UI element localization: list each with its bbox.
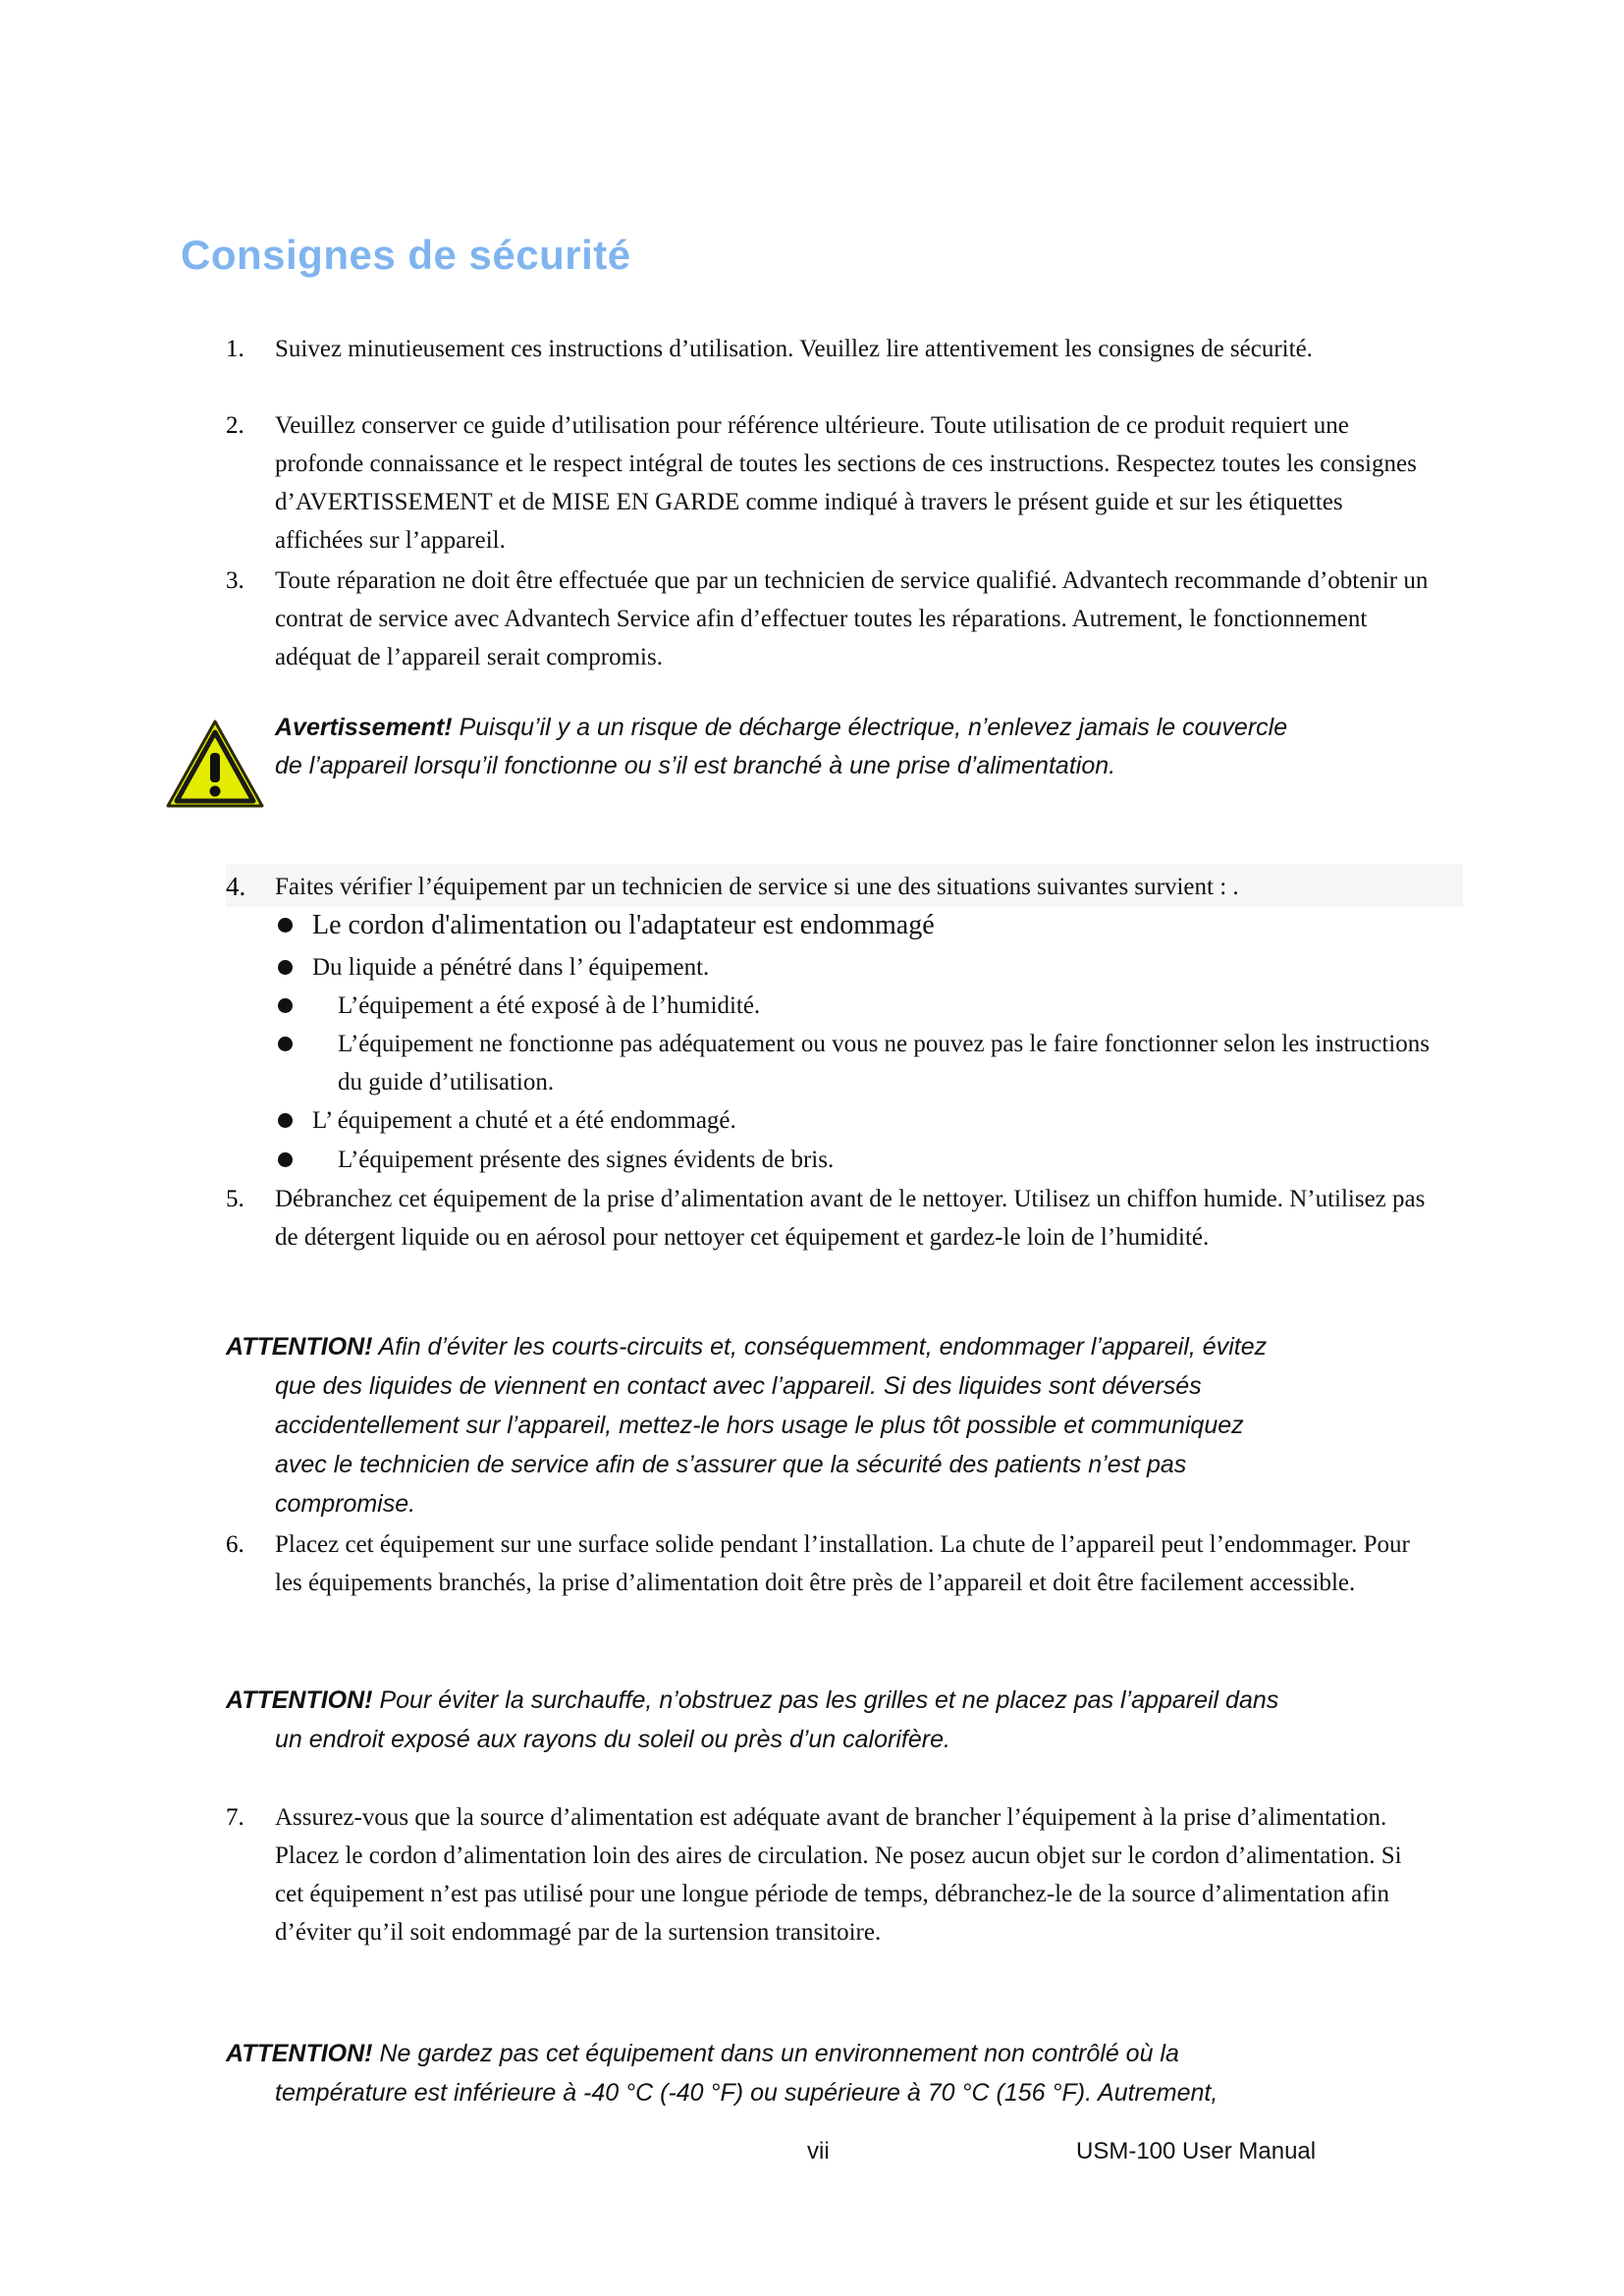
attention-line: accidentellement sur l’appareil, mettez-le hors usage le plus tôt possible et communiquez [275,1412,1244,1439]
attention-line: un endroit exposé aux rayons du soleil ou près d’un calorifère. [275,1726,950,1753]
item-text: Toute réparation ne doit être effectuée que par un technicien de service qualifié. Advantech recommande d’obtenir un contrat de service avec Advantech Service afin d’effectuer toutes les réparations. Autrement, le fonctionnement adéquat de l’appareil serait compromis. [275,567,1429,670]
attention-line: température est inférieure à -40 °C (-40 °F) ou supérieure à 70 °C (156 °F). Autrement, [275,2079,1218,2107]
item-number: 4. [226,872,246,901]
bullet-text: L’équipement ne fonctionne pas adéquatement ou vous ne pouvez pas le faire fonctionner selon les instructions du guide d’utilisation. [338,1031,1430,1095]
warning-lead: Avertissement! [275,714,453,741]
attention-block-3 [226,2034,1463,2112]
item-number: 5. [226,1186,244,1212]
bullet-dot [278,1037,293,1051]
warning-line-1: Puisqu’il y a un risque de décharge électrique, n’enlevez jamais le couvercle [452,714,1288,741]
warning-text [275,709,1463,785]
warning-block [165,709,1461,807]
attention-block-1 [226,1327,1463,1523]
footer-page-number: vii [807,2138,830,2164]
bullet-text: Le cordon d'alimentation ou l'adaptateur est endommagé [312,910,935,940]
item-number: 1. [226,336,244,362]
bullet-dot [278,960,293,975]
warning-line-2: de l’appareil lorsqu’il fonctionne ou s’il est branché à une prise d’alimentation. [275,752,1116,779]
item-text: Débranchez cet équipement de la prise d’alimentation avant de le nettoyer. Utilisez un chiffon humide. N’utilisez pas de détergent liquide ou en aérosol pour nettoyer cet équipement et gardez-le loin de l’humidité. [275,1186,1426,1251]
bullet-text: L’équipement présente des signes évidents de bris. [338,1147,835,1173]
item-text: Placez cet équipement sur une surface solide pendant l’installation. La chute de l’appareil peut l’endommager. Pour les équipements branchés, la prise d’alimentation doit être près de l’appareil et doit être facilement accessible. [275,1531,1410,1596]
attention-line-1: Pour éviter la surchauffe, n’obstruez pas les grilles et ne placez pas l’appareil dans [372,1686,1279,1714]
attention-block-2 [226,1681,1463,1759]
attention-lead: ATTENTION! [226,1333,373,1361]
bullet-text: L’équipement a été exposé à de l’humidité. [338,992,761,1019]
attention-line: que des liquides de viennent en contact avec l’appareil. Si des liquides sont déversés [275,1372,1202,1400]
item-number: 2. [226,412,244,439]
bullet-dot [278,998,293,1013]
item-text: Assurez-vous que la source d’alimentation est adéquate avant de brancher l’équipement à la prise d’alimentation. Placez le cordon d’alimentation loin des aires de circulation. Ne posez aucun objet sur le cordon d’alimentation. Si cet équipement n’est pas utilisé pour une longue période de temps, débranchez-le de la source d’alimentation afin d’éviter qu’il soit endommagé par de la surtension transitoire. [275,1804,1402,1946]
bullet-text: Du liquide a pénétré dans l’ équipement. [312,954,710,981]
item-number: 7. [226,1804,244,1831]
page-title: Consignes de sécurité [181,232,631,278]
bullet-text: L’ équipement a chuté et a été endommagé. [312,1107,736,1134]
item-text: Veuillez conserver ce guide d’utilisation pour référence ultérieure. Toute utilisation de ce produit requiert une profonde connaissance et le respect intégral de toutes les sections de ces instructions. Respectez toutes les consignes d’AVERTISSEMENT et de MISE EN GARDE comme indiqué à travers le présent guide et sur les étiquettes affichées sur l’appareil. [275,412,1417,554]
bullet-dot [278,1113,293,1128]
item-number: 3. [226,567,244,594]
footer-manual-title: USM-100 User Manual [1076,2138,1317,2164]
attention-lead: ATTENTION! [226,2040,373,2067]
warning-triangle-icon [165,719,265,809]
attention-line: compromise. [275,1490,416,1518]
bullet-dot [278,918,293,933]
attention-line: avec le technicien de service afin de s’assurer que la sécurité des patients n’est pas [275,1451,1187,1478]
attention-line-1: Afin d’éviter les courts-circuits et, conséquemment, endommager l’appareil, évitez [372,1333,1268,1361]
bullet-dot [278,1152,293,1167]
item-number: 6. [226,1531,244,1558]
attention-line-1: Ne gardez pas cet équipement dans un environnement non contrôlé où la [372,2040,1179,2067]
item-text: Suivez minutieusement ces instructions d’utilisation. Veuillez lire attentivement les consignes de sécurité. [275,336,1313,362]
item-text: Faites vérifier l’équipement par un technicien de service si une des situations suivantes survient : . [275,874,1239,900]
attention-lead: ATTENTION! [226,1686,373,1714]
